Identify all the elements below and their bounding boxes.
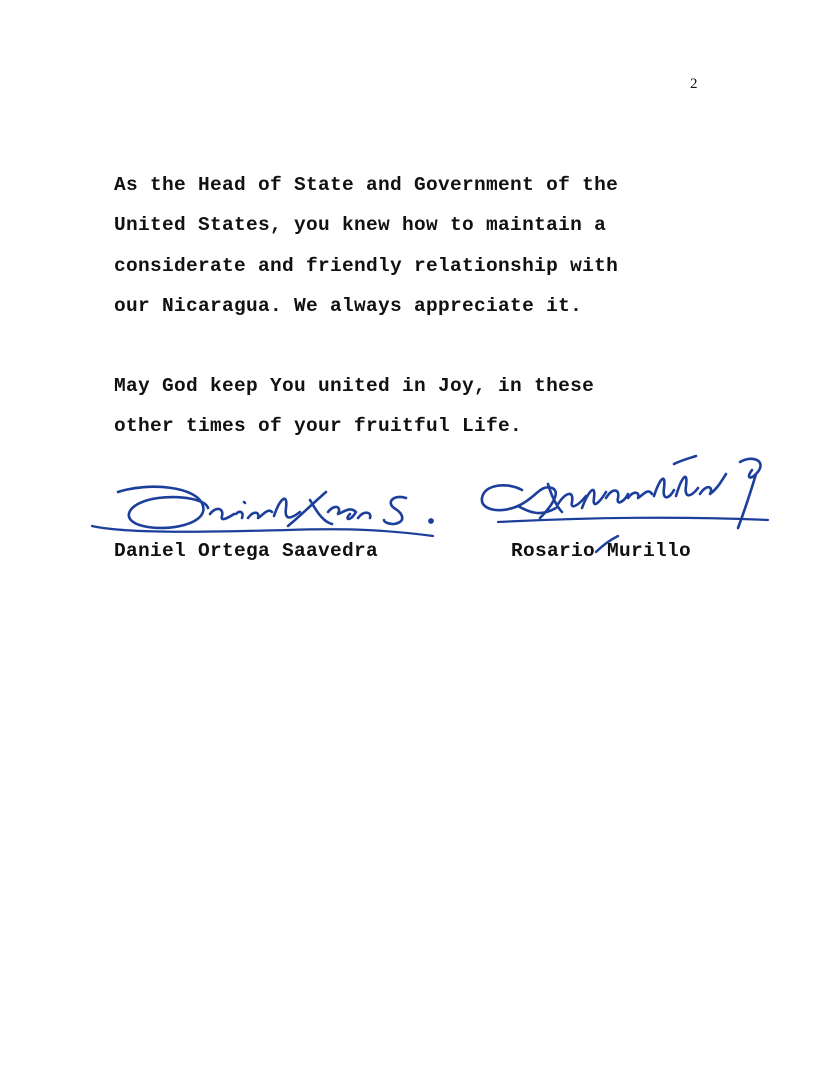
paragraph-line: May God keep You united in Joy, in these — [114, 375, 595, 397]
signature-daniel-ortega — [88, 478, 448, 548]
paragraph-line: As the Head of State and Government of the — [114, 174, 619, 196]
paragraph-line: considerate and friendly relationship with — [114, 254, 619, 277]
paragraph-1 — [114, 170, 714, 331]
paragraph-line: other times of your fruitful Life. — [114, 415, 523, 438]
paragraph-line: our Nicaragua. We always appreciate it. — [114, 294, 583, 317]
page-number: 2 — [690, 76, 698, 92]
signer-name-left: Daniel Ortega Saavedra — [114, 540, 379, 562]
signer-name-right: Rosario Murillo — [511, 540, 692, 562]
paragraph-2 — [114, 371, 714, 452]
paragraph-line: United States, you knew how to maintain a — [114, 214, 607, 237]
